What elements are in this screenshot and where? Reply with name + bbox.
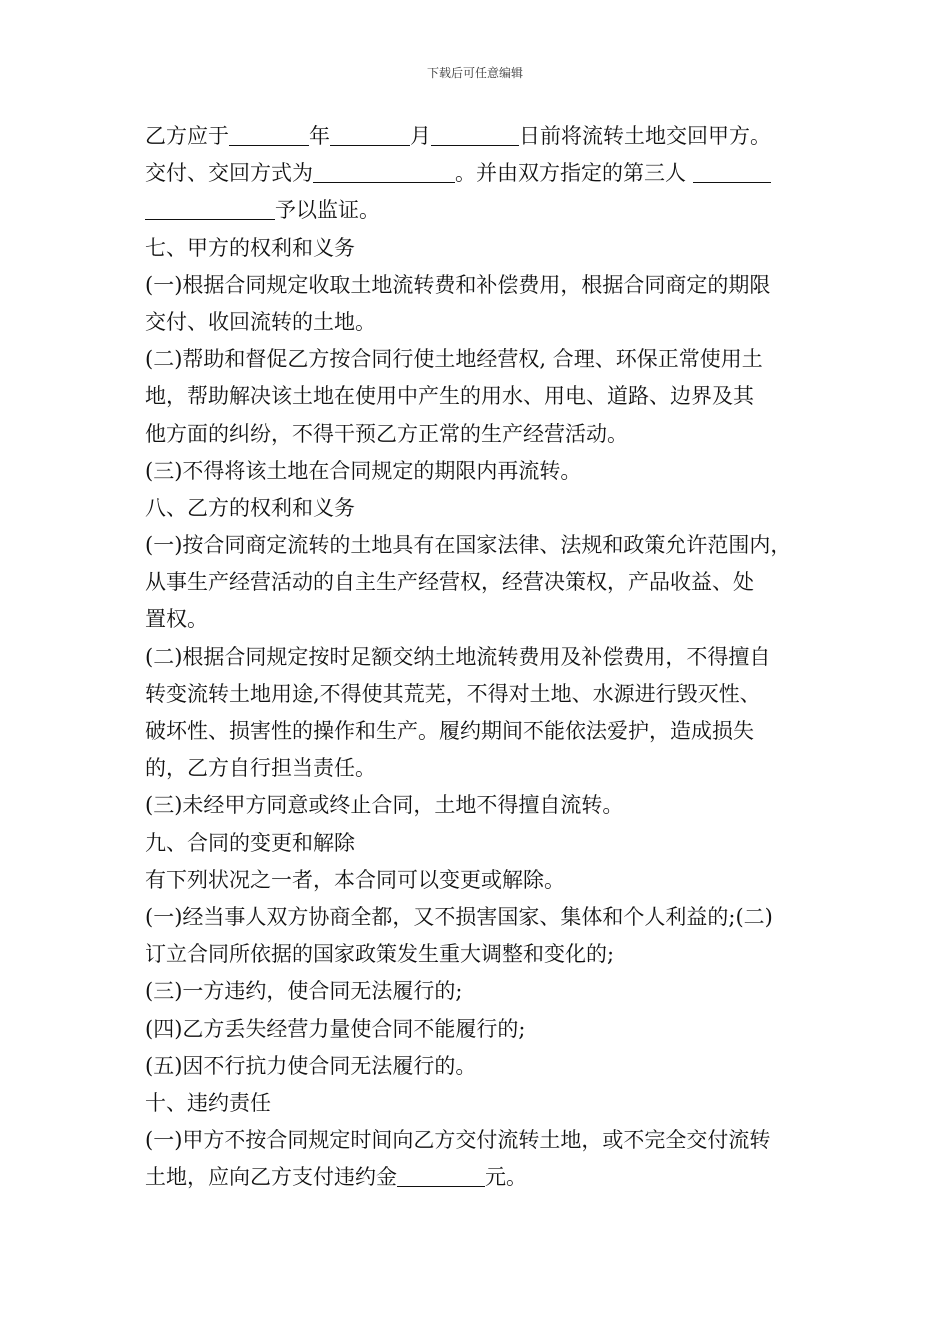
text-segment: (三)一方违约，使合同无法履行的;: [145, 979, 463, 1004]
text-line: [145, 936, 810, 973]
text-line: [145, 304, 810, 341]
text-line: [145, 118, 810, 155]
text-line: [145, 192, 810, 229]
text-segment: 的，乙方自行担当责任。: [145, 756, 376, 781]
text-segment: 月: [410, 124, 431, 148]
text-segment: (一)根据合同规定收取土地流转费和补偿费用，根据合同商定的期限: [145, 272, 771, 297]
text-line: [145, 639, 810, 676]
text-segment: 有下列状况之一者，本合同可以变更或解除。: [145, 867, 565, 892]
fill-in-blank: [431, 123, 519, 146]
text-line: [145, 601, 810, 638]
text-line: [145, 899, 810, 936]
text-line: [145, 787, 810, 824]
text-segment: (五)因不行抗力使合同无法履行的。: [145, 1053, 477, 1078]
fill-in-blank: [313, 160, 455, 183]
text-segment: 破坏性、损害性的操作和生产。履约期间不能依法爱护，造成损失: [145, 719, 754, 743]
text-line: [145, 713, 810, 750]
text-segment: 八、乙方的权利和义务: [145, 495, 355, 520]
text-segment: (四)乙方丢失经营力量使合同不能履行的;: [145, 1016, 526, 1041]
text-line: [145, 1159, 810, 1196]
text-line: [145, 973, 810, 1010]
fill-in-blank: [229, 123, 309, 146]
text-segment: 七、甲方的权利和义务: [145, 235, 355, 260]
text-segment: 交付、收回流转的土地。: [145, 309, 376, 334]
text-segment: (一)甲方不按合同规定时间向乙方交付流转土地，或不完全交付流转: [145, 1128, 771, 1153]
text-segment: (三)不得将该土地在合同规定的期限内再流转。: [145, 458, 582, 483]
text-line: [145, 230, 810, 267]
text-segment: 置权。: [145, 607, 208, 632]
text-segment: 元。: [485, 1165, 527, 1190]
text-line: [145, 267, 810, 304]
text-line: [145, 750, 810, 787]
text-line: [145, 1011, 810, 1048]
text-segment: 日前将流转土地交回甲方。: [519, 124, 771, 148]
text-line: [145, 1122, 810, 1159]
text-line: [145, 341, 810, 378]
contract-body: [145, 118, 810, 1196]
text-segment: (二)根据合同规定按时足额交纳土地流转费用及补偿费用，不得擅自: [145, 644, 771, 669]
text-segment: (二)帮助和督促乙方按合同行使土地经营权, 合理、环保正常使用土: [145, 347, 763, 372]
fill-in-blank: [397, 1164, 485, 1187]
text-segment: 十、违约责任: [145, 1090, 271, 1115]
text-line: [145, 1085, 810, 1122]
text-line: [145, 527, 810, 564]
text-line: [145, 1048, 810, 1085]
fill-in-blank: [693, 160, 771, 183]
text-segment: 予以监证。: [275, 198, 380, 223]
text-segment: 转变流转土地用途,不得使其荒芜，不得对土地、水源进行毁灭性、: [145, 681, 761, 706]
text-segment: 从事生产经营活动的自主生产经营权，经营决策权，产品收益、处: [145, 570, 754, 595]
text-line: [145, 416, 810, 453]
fill-in-blank: [145, 197, 275, 220]
text-line: [145, 676, 810, 713]
text-line: [145, 490, 810, 527]
text-segment: (一)按合同商定流转的土地具有在国家法律、法规和政策允许范围内，: [145, 533, 792, 558]
text-segment: (一)经当事人双方协商全都，又不损害国家、集体和个人利益的;(二): [145, 904, 773, 929]
text-segment: 年: [309, 124, 330, 148]
text-segment: 交付、交回方式为: [145, 161, 313, 186]
text-line: [145, 378, 810, 415]
text-segment: 订立合同所依据的国家政策发生重大调整和变化的;: [145, 942, 615, 967]
text-segment: 乙方应于: [145, 124, 229, 148]
text-segment: 地，帮助解决该土地在使用中产生的用水、用电、道路、边界及其: [145, 384, 754, 409]
text-line: [145, 564, 810, 601]
page-header-note: 下载后可任意编辑: [426, 66, 523, 80]
text-line: [145, 862, 810, 899]
text-segment: 土地，应向乙方支付违约金: [145, 1165, 397, 1190]
fill-in-blank: [330, 123, 410, 146]
text-segment: 。并由双方指定的第三人: [455, 161, 693, 186]
text-segment: 他方面的纠纷，不得干预乙方正常的生产经营活动。: [145, 421, 628, 446]
text-line: [145, 155, 810, 192]
text-line: [145, 825, 810, 862]
text-segment: (三)未经甲方同意或终止合同，土地不得擅自流转。: [145, 793, 624, 818]
text-segment: 九、合同的变更和解除: [145, 830, 355, 855]
text-line: [145, 453, 810, 490]
